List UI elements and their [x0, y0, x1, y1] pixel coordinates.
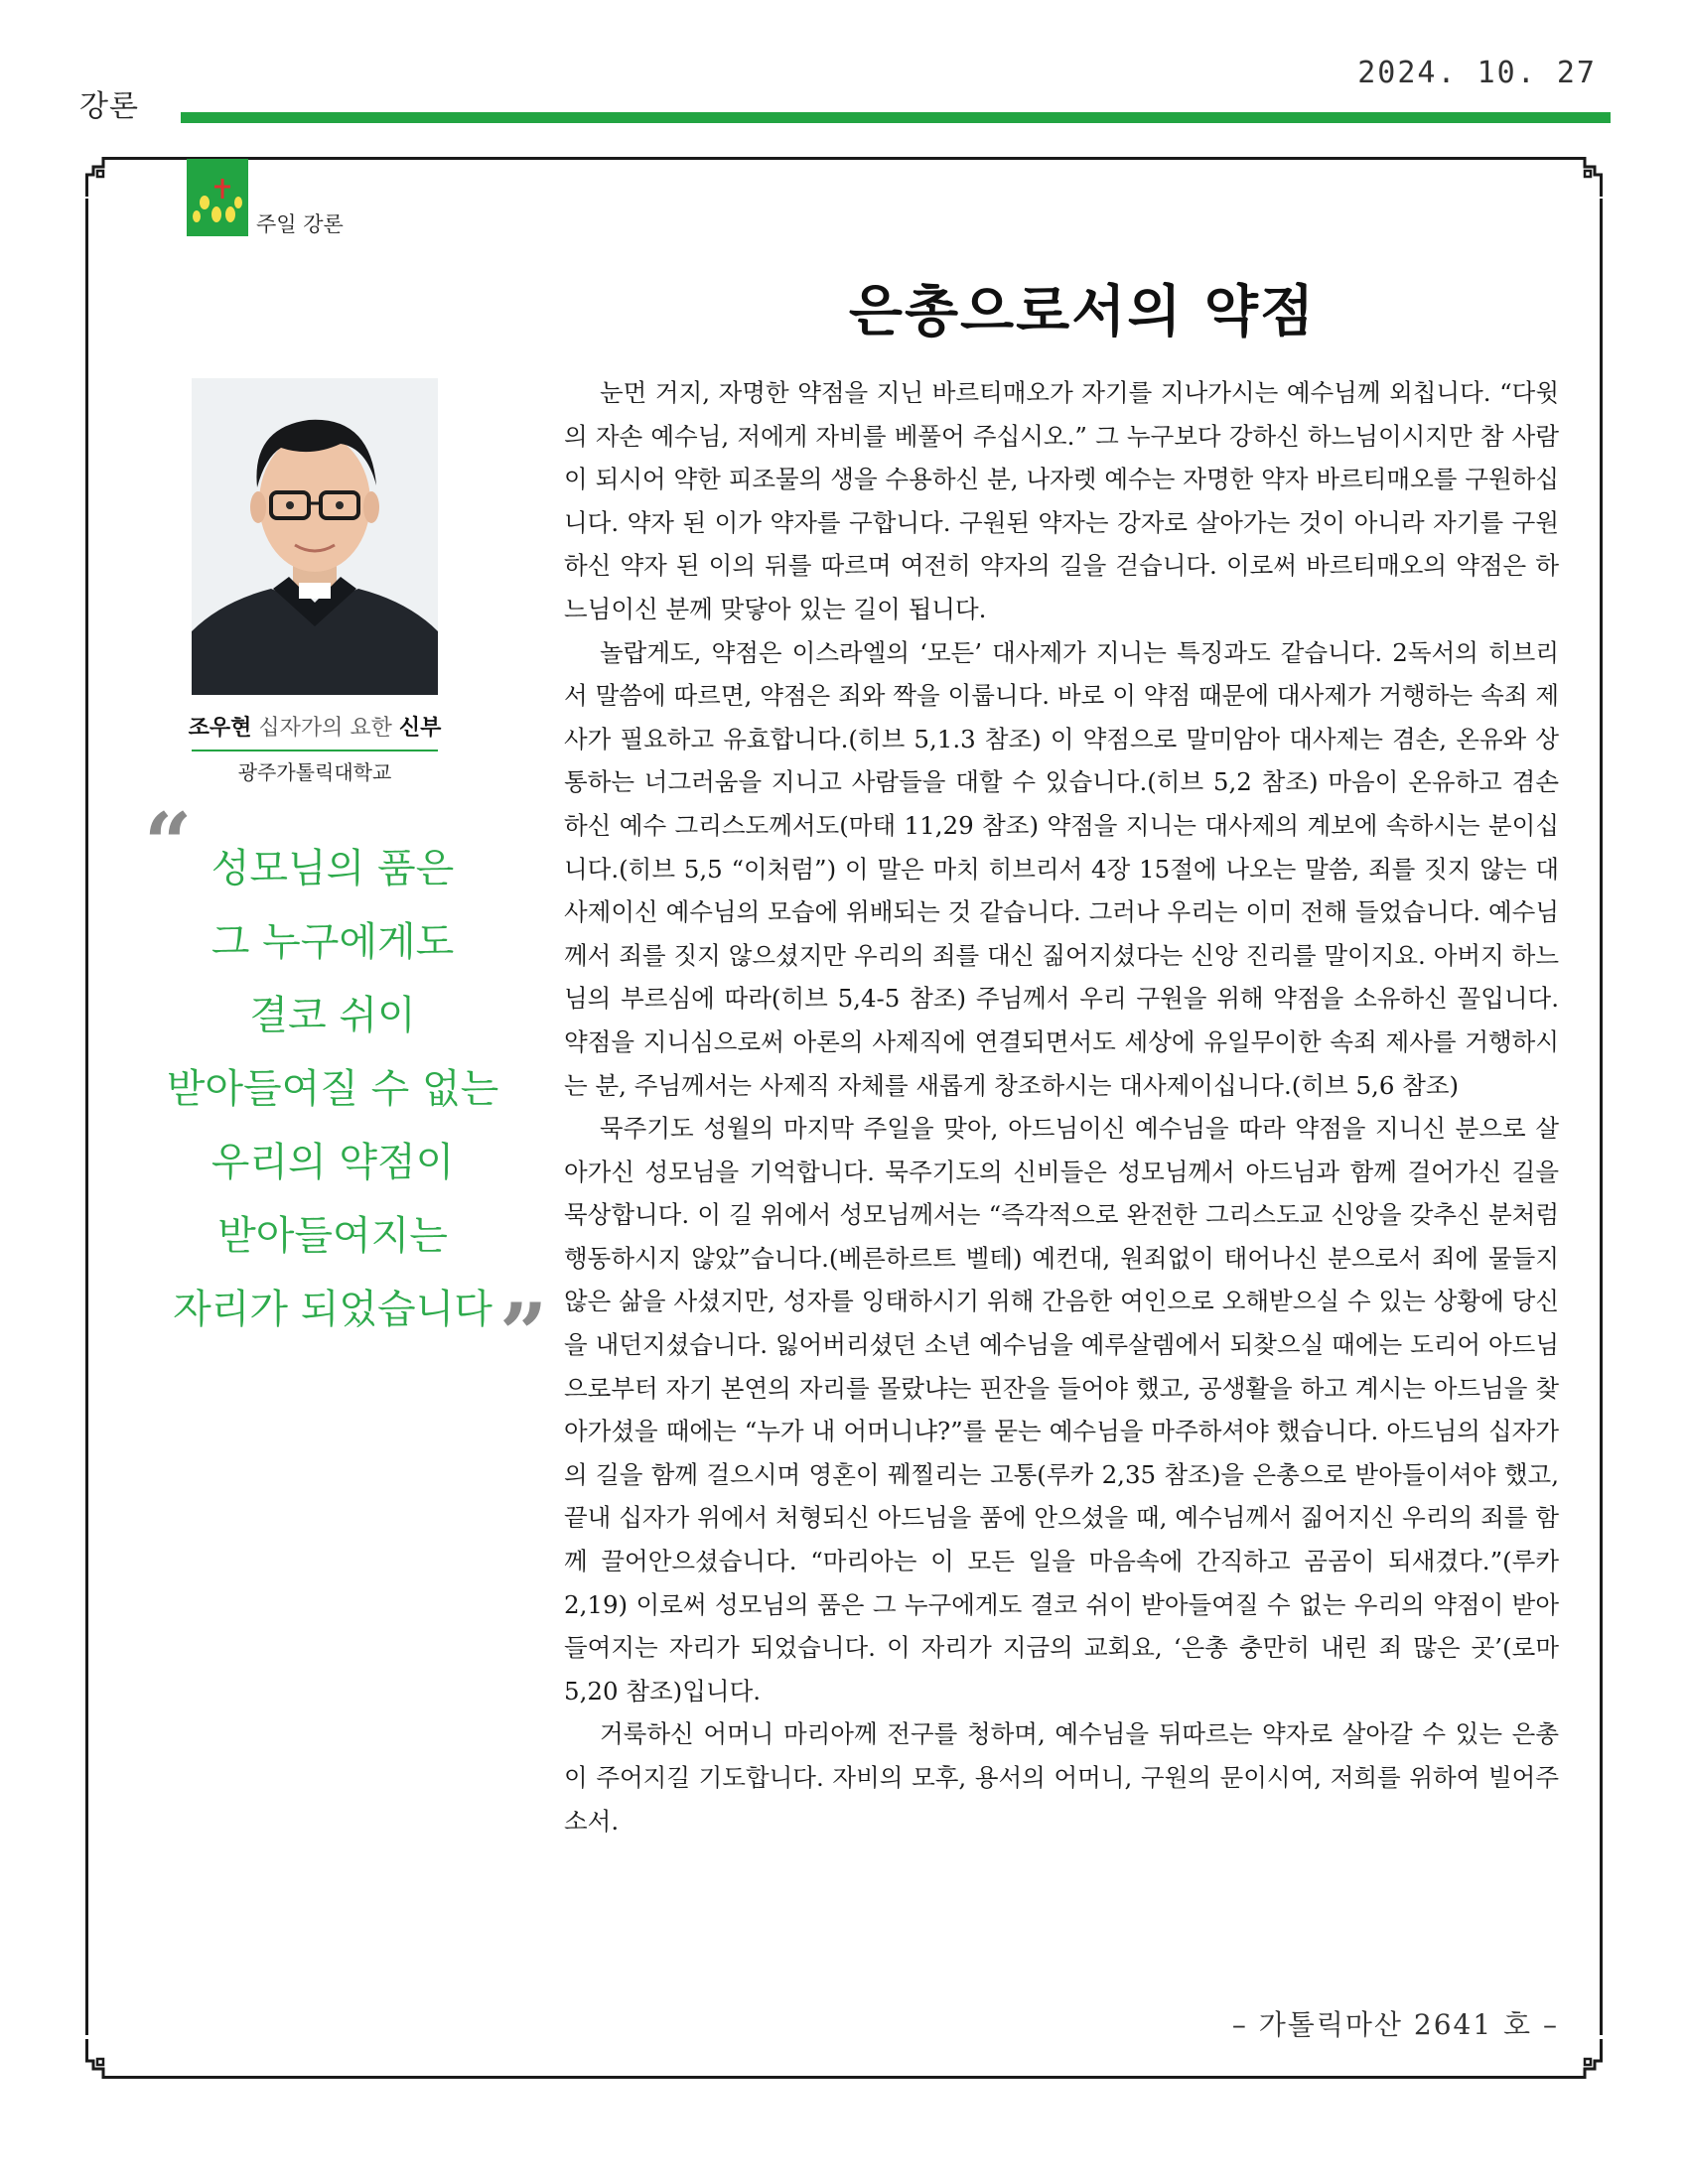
pull-quote-line: 그 누구에게도 — [211, 919, 455, 965]
article-body — [564, 371, 1559, 1843]
publication-signature: – 가톨릭마산 2641 호 – — [1231, 2008, 1559, 2041]
quote-open-icon: “ — [144, 794, 193, 892]
pull-quote — [139, 832, 526, 1346]
article-paragraph: 놀랍게도, 약점은 이스라엘의 ‘모든’ 대사제가 지니는 특징과도 같습니다. 2독서의 히브리서 말씀에 따르면, 약점은 죄와 짝을 이룹니다. 바로 이 약점 때문에 대사제가 거행하는 속죄 제사가 필요하고 유효합니다.(히브 5,1.3 참조) 이 약점으로 말미암아 대사제는 겸손, 온유와 상통하는 너그러움을 지니고 사람들을 대할 수 있습니다.(히브 5,2 참조) 마음이 온유하고 겸손하신 예수 그리스도께서도(마태 11,29 참조) 약점을 지니는 대사제의 계보에 속하시는 분이십니다.(히브 5,5 “이처럼”) 이 말은 마치 히브리서 4장 15절에 나오는 말씀, 죄를 짓지 않는 대사제이신 예수님의 모습에 위배되는 것 같습니다. 그러나 우리는 이미 전해 들었습니다. 예수님께서 죄를 짓지 않으셨지만 우리의 죄를 대신 짊어지셨다는 신앙 진리를 말이지요. 아버지 하느님의 부르심에 따라(히브 5,4-5 참조) 주님께서 우리 구원을 위해 약점을 소유하신 꼴입니다. 약점을 지니심으로써 아론의 사제직에 연결되면서도 세상에 유일무이한 속죄 제사를 거행하시는 분, 주님께서는 사제직 자체를 새롭게 창조하시는 대사제이십니다.(히브 5,6 참조) — [564, 637, 1559, 1100]
frame-left-border — [85, 199, 88, 2035]
pull-quote-line: 받아들여질 수 없는 — [166, 1066, 499, 1112]
section-label: 강론 — [79, 89, 139, 124]
quote-close-icon: ” — [499, 1285, 548, 1383]
frame-right-border — [1600, 199, 1603, 2035]
author-affiliation: 광주가톨릭대학교 — [237, 760, 392, 784]
column-label: 주일 강론 — [256, 212, 344, 236]
article-paragraph: 거룩하신 어머니 마리아께 전구를 청하며, 예수님을 뒤따르는 약자로 살아갈 수 있는 은총이 주어지길 기도합니다. 자비의 모후, 용서의 어머니, 구원의 문이시여, 저희를 위하여 빌어주소서. — [564, 1719, 1559, 1836]
pull-quote-line: 우리의 약점이 — [211, 1140, 455, 1185]
author-baptismal-name: 십자가의 요한 — [258, 716, 392, 741]
pull-quote-line: 성모님의 품은 — [211, 846, 455, 891]
pull-quote-line: 자리가 되었습니다 — [173, 1287, 492, 1332]
pull-quote-line: 받아들여지는 — [217, 1213, 448, 1259]
author-name: 조우현 — [188, 716, 252, 741]
header-rule — [181, 112, 1611, 123]
author-portrait — [192, 378, 438, 695]
frame-corner-ornament-icon — [85, 157, 131, 203]
article-paragraph: 눈먼 거지, 자명한 약점을 지닌 바르티매오가 자기를 지나가시는 예수님께 외칩니다. “다윗의 자손 예수님, 저에게 자비를 베풀어 주십시오.” 그 누구보다 강하신 하느님이시지만 참 사람이 되시어 약한 피조물의 생을 수용하신 분, 나자렛 예수는 자명한 약자 바르티매오를 구원하십니다. 약자 된 이가 약자를 구합니다. 구원된 약자는 강자로 살아가는 것이 아니라 자기를 구원하신 약자 된 이의 뒤를 따르며 여전히 약자의 길을 걷습니다. 이로써 바르티매오의 약점은 하느님이신 분께 맞닿아 있는 길이 됩니다. — [564, 378, 1559, 623]
frame-top-border — [125, 157, 1563, 160]
author-name-line — [139, 711, 491, 742]
column-badge-icon — [187, 159, 248, 236]
author-divider — [192, 750, 438, 751]
author-title: 신부 — [398, 716, 442, 741]
frame-bottom-border — [125, 2076, 1563, 2079]
frame-corner-ornament-icon — [1557, 157, 1603, 203]
frame-corner-ornament-icon — [1557, 2033, 1603, 2079]
article-paragraph: 묵주기도 성월의 마지막 주일을 맞아, 아드님이신 예수님을 따라 약점을 지니신 분으로 살아가신 성모님을 기억합니다. 묵주기도의 신비들은 성모님께서 아드님과 함께 걸어가신 길을 묵상합니다. 이 길 위에서 성모님께서는 “즉각적으로 완전한 그리스도교 신앙을 갖추신 분처럼 행동하시지 않았”습니다.(베른하르트 벨테) 예컨대, 원죄없이 태어나신 분으로서 죄에 물들지 않은 삶을 사셨지만, 성자를 잉태하시기 위해 간음한 여인으로 오해받으실 수 있는 상황에 당신을 내던지셨습니다. 잃어버리셨던 소년 예수님을 예루살렘에서 되찾으실 때에는 도리어 아드님으로부터 자기 본연의 자리를 몰랐냐는 핀잔을 들어야 했고, 공생활을 하고 계시는 아드님을 찾아가셨을 때에는 “누가 내 어머니냐?”를 묻는 예수님을 마주하셔야 했습니다. 아드님의 십자가의 길을 함께 걸으시며 영혼이 꿰찔리는 고통(루카 2,35 참조)을 은총으로 받아들이셔야 했고, 끝내 십자가 위에서 처형되신 아드님을 품에 안으셨을 때, 예수님께서 짊어지신 우리의 죄를 함께 끌어안으셨습니다. “마리아는 이 모든 일을 마음속에 간직하고 곰곰이 되새겼다.”(루카 2,19) 이로써 성모님의 품은 그 누구에게도 결코 쉬이 받아들여질 수 없는 우리의 약점이 받아들여지는 자리가 되었습니다. 이 자리가 지금의 교회요, ‘은총 충만히 내린 죄 많은 곳’(로마 5,20 참조)입니다. — [564, 1114, 1559, 1706]
article-title: 은총으로서의 약점 — [848, 280, 1317, 344]
issue-date: 2024. 10. 27 — [1357, 56, 1597, 90]
frame-corner-ornament-icon — [85, 2033, 131, 2079]
pull-quote-line: 결코 쉬이 — [249, 993, 416, 1038]
